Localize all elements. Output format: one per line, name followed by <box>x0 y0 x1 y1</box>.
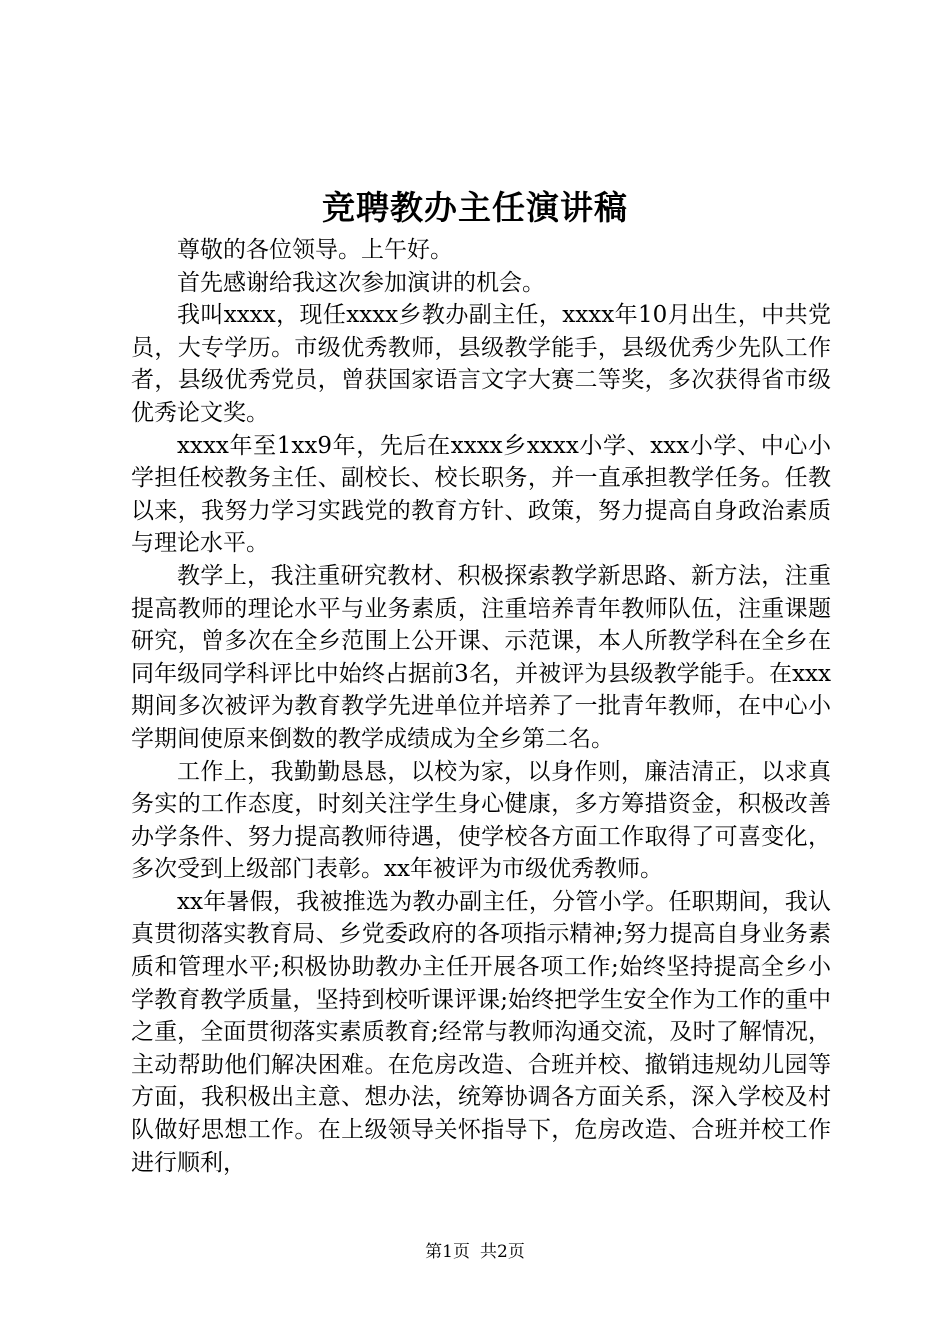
paragraph-greeting: 尊敬的各位领导。上午好。 <box>177 237 453 263</box>
paragraph-vice-director: xx年暑假，我被推选为教办副主任，分管小学。任职期间，我认真贯彻落实教育局、乡党委政府的各项指示精神;努力提高自身业务素质和管理水平;积极协助教办主任开展各项工作;始终坚持提高全乡小学教育教学质量，坚持到校听课评课;始终把学生安全作为工作的重中之重，全面贯彻落实素质教育;经常与教师沟通交流，及时了解情况，主动帮助他们解决困难。在危房改造、合班并校、撤销违规幼儿园等方面，我积极出主意、想办法，统筹协调各方面关系，深入学校及村队做好思想工作。在上级领导关怀指导下，危房改造、合班并校工作进行顺利， <box>131 888 831 1176</box>
document-body <box>131 234 831 1179</box>
paragraph-thanks: 首先感谢给我这次参加演讲的机会。 <box>177 269 545 296</box>
page-number-current: 第1页 <box>425 1242 470 1262</box>
document-title: 竞聘教办主任演讲稿 <box>322 188 628 227</box>
page-footer <box>0 1240 950 1264</box>
paragraph-teaching: 教学上，我注重研究教材、积极探索教学新思路、新方法，注重提高教师的理论水平与业务素质，注重培养青年教师队伍，注重课题研究，曾多次在全乡范围上公开课、示范课，本人所教学科在全乡在同年级同学科评比中始终占据前3名，并被评为县级教学能手。在xxx期间多次被评为教育教学先进单位并培养了一批青年教师，在中心小学期间使原来倒数的教学成绩成为全乡第二名。 <box>131 562 831 752</box>
paragraph-introduction: 我叫xxxx，现任xxxx乡教办副主任，xxxx年10月出生，中共党员，大专学历。市级优秀教师，县级教学能手，县级优秀少先队工作者，县级优秀党员，曾获国家语言文字大赛二等奖，多次获得省市级优秀论文奖。 <box>131 302 831 426</box>
paragraph-career: xxxx年至1xx9年，先后在xxxx乡xxxx小学、xxx小学、中心小学担任校教务主任、副校长、校长职务，并一直承担教学任务。任教以来，我努力学习实践党的教育方针、政策，努力提高自身政治素质与理论水平。 <box>131 432 831 557</box>
paragraph-work: 工作上，我勤勤恳恳，以校为家，以身作则，廉洁清正，以求真务实的工作态度，时刻关注学生身心健康，多方筹措资金，积极改善办学条件、努力提高教师待遇，使学校各方面工作取得了可喜变化，多次受到上级部门表彰。xx年被评为市级优秀教师。 <box>131 758 831 883</box>
page-number-total: 共2页 <box>480 1242 525 1262</box>
